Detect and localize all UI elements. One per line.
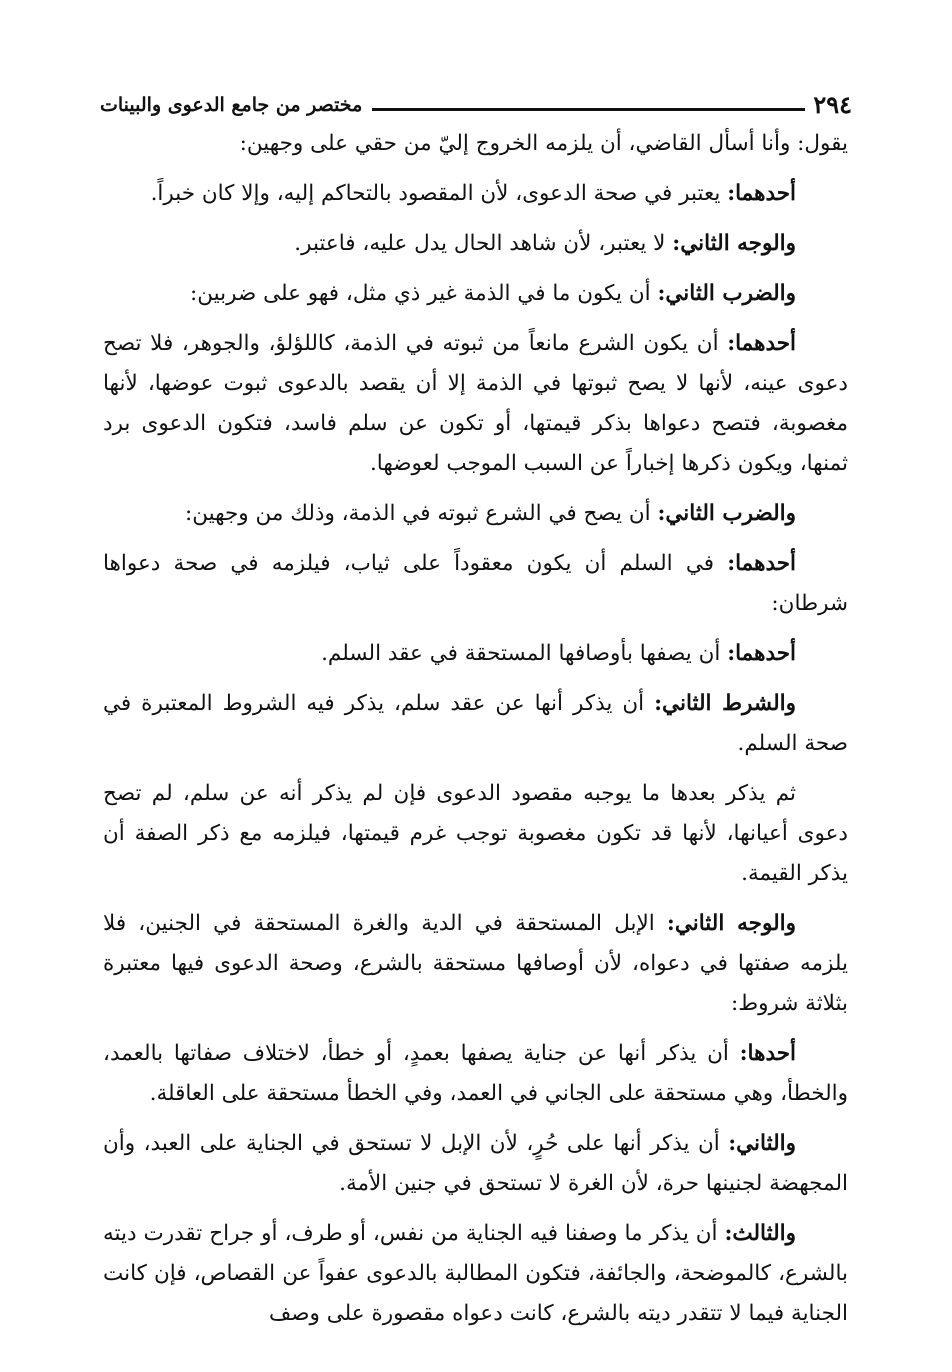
paragraph <box>103 1124 848 1204</box>
paragraph-text: أن يذكر أنها عن جناية يصفها بعمدٍ، أو خطأ، لاختلاف صفاتها بالعمد، والخطأ، وهي مستحقة على الجاني في العمد، وفي الخطأ مستحقة على العاقلة. <box>103 1041 848 1106</box>
paragraph-lead: أحدهما: <box>727 331 796 356</box>
page-header <box>100 86 852 120</box>
paragraph-text: في السلم أن يكون معقوداً على ثياب، فيلزمه في صحة دعواها شرطان: <box>103 551 848 616</box>
paragraph-text: أن يكون الشرع مانعاً من ثبوته في الذمة، كاللؤلؤ، والجوهر، فلا تصح دعوى عينه، لأنها لا يصح ثبوتها في الذمة إلا أن يقصد بالدعوى ثبوت عوضها، لأنها مغصوبة، فتصح دعواها بذكر قيمتها، أو تكون عن سلم فاسد، فتكون الدعوى برد ثمنها، ويكون ذكرها إخباراً عن السبب الموجب لعوضها. <box>103 331 848 476</box>
paragraph-text: يقول: وأنا أسأل القاضي، أن يلزمه الخروج إليّ من حقي على وجهين: <box>239 131 848 156</box>
paragraph-lead: والشرط الثاني: <box>654 691 796 716</box>
paragraph-lead: أحدهما: <box>727 551 796 576</box>
paragraph-text: أن يصفها بأوصافها المستحقة في عقد السلم. <box>321 641 728 666</box>
paragraph <box>103 274 848 314</box>
body-text <box>103 124 848 1344</box>
paragraph-text: ثم يذكر بعدها ما يوجبه مقصود الدعوى فإن لم يذكر أنه عن سلم، لم تصح دعوى أعيانها، لأنها قد تكون مغصوبة توجب غرم قيمتها، فيلزمه مع ذكر الصفة أن يذكر القيمة. <box>103 781 848 886</box>
paragraph <box>103 634 848 674</box>
paragraph <box>103 124 848 164</box>
paragraph-lead: والوجه الثاني: <box>672 231 796 256</box>
running-title: مختصر من جامع الدعوى والبينات <box>100 94 363 116</box>
header-rule <box>372 108 805 111</box>
paragraph <box>103 224 848 264</box>
paragraph-lead: أحدها: <box>739 1041 796 1066</box>
paragraph <box>103 494 848 534</box>
paragraph-lead: والوجه الثاني: <box>666 911 796 936</box>
paragraph <box>103 544 848 624</box>
paragraph-lead: والضرب الثاني: <box>657 501 796 526</box>
paragraph <box>103 1034 848 1114</box>
paragraph <box>103 904 848 1024</box>
paragraph <box>103 324 848 484</box>
paragraph-text: أن يصح في الشرع ثبوته في الذمة، وذلك من وجهين: <box>184 501 658 526</box>
paragraph-text: أن يذكر أنها على حُرٍ، لأن الإبل لا تستحق في الجناية على العبد، وأن المجهضة لجنينها حرة، لأن الغرة لا تستحق في جنين الأمة. <box>103 1131 848 1196</box>
paragraph-text: أن يذكر ما وصفنا فيه الجناية من نفس، أو طرف، أو جراح تقدرت ديته بالشرع، كالموضحة، والجائفة، فتكون المطالبة بالدعوى عفواً عن القصاص، فإن كانت الجناية فيما لا تتقدر ديته بالشرع، كانت دعواه مقصورة على وصف <box>103 1221 848 1326</box>
paragraph <box>103 1214 848 1334</box>
paragraph-text: أن يذكر أنها عن عقد سلم، يذكر فيه الشروط المعتبرة في صحة السلم. <box>103 691 848 756</box>
paragraph <box>103 774 848 894</box>
paragraph-lead: والثالث: <box>724 1221 796 1246</box>
paragraph-text: لا يعتبر، لأن شاهد الحال يدل عليه، فاعتبر. <box>294 231 673 256</box>
paragraph-text: أن يكون ما في الذمة غير ذي مثل، فهو على ضربين: <box>190 281 658 306</box>
page-number: ٢٩٤ <box>813 90 852 119</box>
paragraph-lead: أحدهما: <box>727 641 796 666</box>
paragraph <box>103 684 848 764</box>
paragraph-lead: أحدهما: <box>727 181 796 206</box>
paragraph-lead: والثاني: <box>728 1131 796 1156</box>
paragraph <box>103 174 848 214</box>
paragraph-lead: والضرب الثاني: <box>657 281 796 306</box>
paragraph-text: يعتبر في صحة الدعوى، لأن المقصود بالتحاكم إليه، وإلا كان خبراً. <box>150 181 728 206</box>
paragraph-text: الإبل المستحقة في الدية والغرة المستحقة في الجنين، فلا يلزمه صفتها في دعواه، لأن أوصافها مستحقة بالشرع، وصحة الدعوى فيها معتبرة بثلاثة شروط: <box>103 911 848 1016</box>
